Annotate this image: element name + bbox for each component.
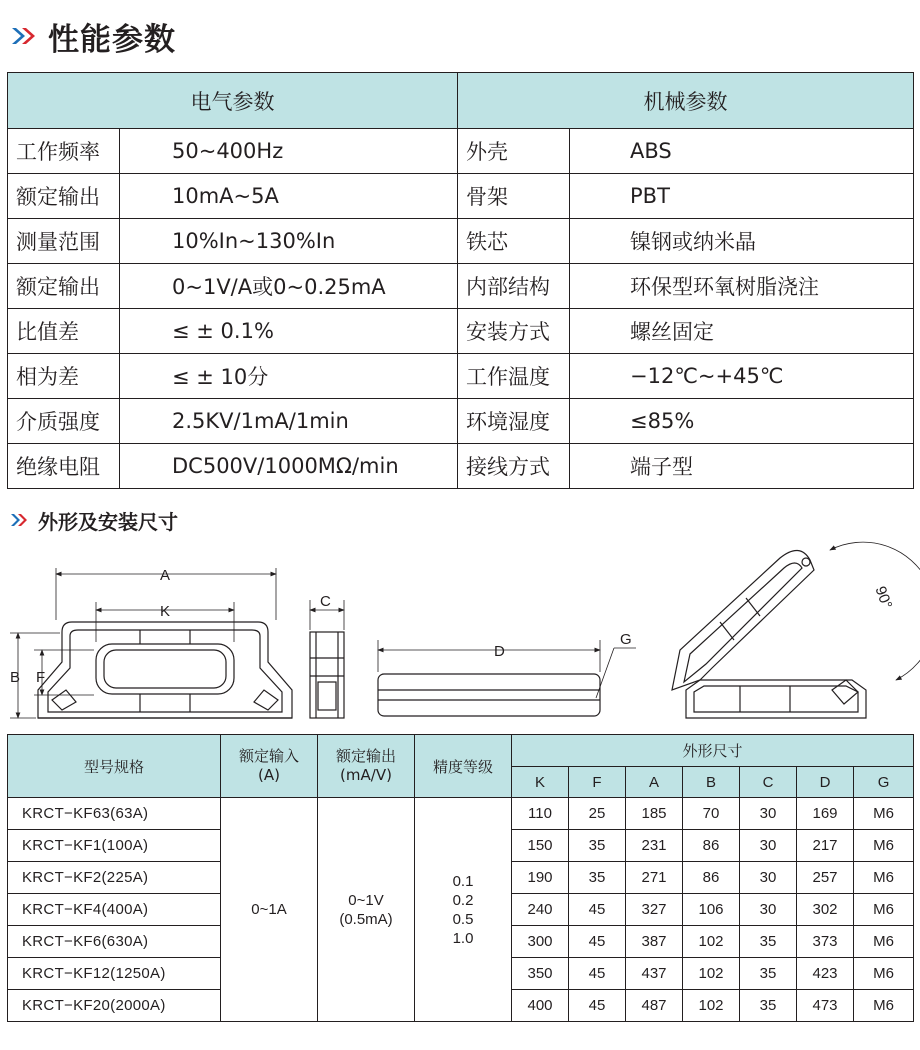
dim-value-cell: M6 — [854, 862, 914, 894]
spec-key: 环境湿度 — [458, 399, 570, 444]
header-dim-col: B — [683, 767, 740, 798]
dim-value-cell: 217 — [797, 830, 854, 862]
dim-value-cell: 25 — [569, 798, 626, 830]
dimension-drawing — [0, 540, 920, 730]
label-K: K — [160, 603, 171, 620]
spec-row — [8, 264, 914, 309]
spec-key: 比值差 — [8, 309, 120, 354]
dim-value-cell: 102 — [683, 926, 740, 958]
spec-row — [8, 399, 914, 444]
double-chevron-icon — [10, 512, 30, 528]
dim-value-cell: 102 — [683, 958, 740, 990]
spec-row — [8, 174, 914, 219]
dim-value-cell: 30 — [740, 862, 797, 894]
dim-value-cell: 35 — [569, 862, 626, 894]
spec-row — [8, 309, 914, 354]
label-A: A — [160, 567, 171, 584]
spec-row — [8, 354, 914, 399]
dim-value-cell: 45 — [569, 990, 626, 1022]
spec-value: PBT — [570, 174, 914, 219]
spec-value: 10%In~130%In — [120, 219, 458, 264]
dim-value-cell: 302 — [797, 894, 854, 926]
header-dim-col: F — [569, 767, 626, 798]
spec-value: 50~400Hz — [120, 129, 458, 174]
model-cell: KRCT−KF1(100A) — [8, 830, 221, 862]
spec-value: ≤ ± 10分 — [120, 354, 458, 399]
page-title: 性能参数 — [48, 21, 176, 58]
model-cell: KRCT−KF63(63A) — [8, 798, 221, 830]
bar-view — [378, 674, 600, 716]
section-header-performance — [10, 14, 176, 58]
electrical-header: 电气参数 — [8, 73, 458, 129]
spec-key: 介质强度 — [8, 399, 120, 444]
front-view — [38, 622, 292, 718]
dim-value-cell: M6 — [854, 894, 914, 926]
label-F: F — [36, 669, 46, 686]
spec-value: 镍钢或纳米晶 — [570, 219, 914, 264]
dim-value-cell: 327 — [626, 894, 683, 926]
spec-key: 绝缘电阻 — [8, 444, 120, 489]
spec-key: 测量范围 — [8, 219, 120, 264]
dim-value-cell: 185 — [626, 798, 683, 830]
dim-value-cell: M6 — [854, 926, 914, 958]
spec-value: 端子型 — [570, 444, 914, 489]
output-cell: 0~1V (0.5mA) — [318, 798, 415, 1022]
spec-key: 安装方式 — [458, 309, 570, 354]
header-dim-col: A — [626, 767, 683, 798]
dimension-table — [7, 734, 914, 1022]
dim-value-cell: 86 — [683, 830, 740, 862]
label-G: G — [620, 631, 632, 648]
spec-key: 骨架 — [458, 174, 570, 219]
dim-value-cell: 70 — [683, 798, 740, 830]
dim-value-cell: 190 — [512, 862, 569, 894]
dim-value-cell: 30 — [740, 798, 797, 830]
double-chevron-icon — [10, 25, 38, 47]
section-header-dimensions — [10, 505, 178, 535]
dim-value-cell: 423 — [797, 958, 854, 990]
model-cell: KRCT−KF12(1250A) — [8, 958, 221, 990]
spec-key: 铁芯 — [458, 219, 570, 264]
dim-value-cell: M6 — [854, 798, 914, 830]
spec-key: 内部结构 — [458, 264, 570, 309]
spec-row — [8, 219, 914, 264]
dim-value-cell: 231 — [626, 830, 683, 862]
model-cell: KRCT−KF20(2000A) — [8, 990, 221, 1022]
header-model: 型号规格 — [8, 735, 221, 798]
dim-value-cell: 271 — [626, 862, 683, 894]
section-title: 外形及安装尺寸 — [38, 509, 178, 534]
spec-row — [8, 444, 914, 489]
dim-value-cell: 45 — [569, 958, 626, 990]
label-D: D — [494, 643, 505, 660]
spec-value: 10mA~5A — [120, 174, 458, 219]
dim-value-cell: 86 — [683, 862, 740, 894]
dim-value-cell: M6 — [854, 830, 914, 862]
dim-value-cell: 102 — [683, 990, 740, 1022]
dim-value-cell: 350 — [512, 958, 569, 990]
header-input: 额定输入 (A) — [221, 735, 318, 798]
mechanical-header: 机械参数 — [458, 73, 914, 129]
spec-key: 接线方式 — [458, 444, 570, 489]
spec-value: 螺丝固定 — [570, 309, 914, 354]
dim-value-cell: M6 — [854, 958, 914, 990]
header-dim-col: K — [512, 767, 569, 798]
model-cell: KRCT−KF4(400A) — [8, 894, 221, 926]
spec-table — [7, 72, 914, 489]
dim-value-cell: 437 — [626, 958, 683, 990]
header-dim-col: G — [854, 767, 914, 798]
dim-value-cell: 169 — [797, 798, 854, 830]
model-cell: KRCT−KF2(225A) — [8, 862, 221, 894]
dim-value-cell: 257 — [797, 862, 854, 894]
dim-value-cell: 45 — [569, 894, 626, 926]
spec-key: 工作频率 — [8, 129, 120, 174]
header-outline: 外形尺寸 — [512, 735, 914, 767]
dim-value-cell: 387 — [626, 926, 683, 958]
header-dim-col: D — [797, 767, 854, 798]
dim-value-cell: 35 — [569, 830, 626, 862]
spec-value: DC500V/1000MΩ/min — [120, 444, 458, 489]
model-cell: KRCT−KF6(630A) — [8, 926, 221, 958]
spec-value: ≤ ± 0.1% — [120, 309, 458, 354]
dim-value-cell: 373 — [797, 926, 854, 958]
label-B: B — [10, 669, 21, 686]
dim-value-cell: M6 — [854, 990, 914, 1022]
spec-value: 2.5KV/1mA/1min — [120, 399, 458, 444]
spec-key: 额定输出 — [8, 174, 120, 219]
label-C: C — [320, 593, 331, 610]
open-view — [672, 550, 866, 718]
spec-value: 环保型环氧树脂浇注 — [570, 264, 914, 309]
dim-value-cell: 110 — [512, 798, 569, 830]
dim-value-cell: 487 — [626, 990, 683, 1022]
dim-value-cell: 30 — [740, 830, 797, 862]
header-output: 额定输出 (mA/V) — [318, 735, 415, 798]
accuracy-cell: 0.1 0.2 0.5 1.0 — [415, 798, 512, 1022]
dim-value-cell: 400 — [512, 990, 569, 1022]
table-row — [8, 798, 914, 830]
label-angle: 90° — [871, 584, 896, 612]
spec-key: 工作温度 — [458, 354, 570, 399]
header-accuracy: 精度等级 — [415, 735, 512, 798]
spec-value: 0~1V/A或0~0.25mA — [120, 264, 458, 309]
dim-value-cell: 150 — [512, 830, 569, 862]
dim-value-cell: 473 — [797, 990, 854, 1022]
spec-key: 相为差 — [8, 354, 120, 399]
header-dim-col: C — [740, 767, 797, 798]
spec-value: ≤85% — [570, 399, 914, 444]
spec-value: ABS — [570, 129, 914, 174]
dim-value-cell: 45 — [569, 926, 626, 958]
spec-row — [8, 129, 914, 174]
dim-value-cell: 300 — [512, 926, 569, 958]
spec-value: −12℃~+45℃ — [570, 354, 914, 399]
dim-value-cell: 35 — [740, 958, 797, 990]
spec-key: 额定输出 — [8, 264, 120, 309]
dim-value-cell: 35 — [740, 926, 797, 958]
input-cell: 0~1A — [221, 798, 318, 1022]
spec-key: 外壳 — [458, 129, 570, 174]
dim-value-cell: 240 — [512, 894, 569, 926]
dim-value-cell: 30 — [740, 894, 797, 926]
side-view — [310, 632, 344, 718]
dim-value-cell: 35 — [740, 990, 797, 1022]
dim-value-cell: 106 — [683, 894, 740, 926]
